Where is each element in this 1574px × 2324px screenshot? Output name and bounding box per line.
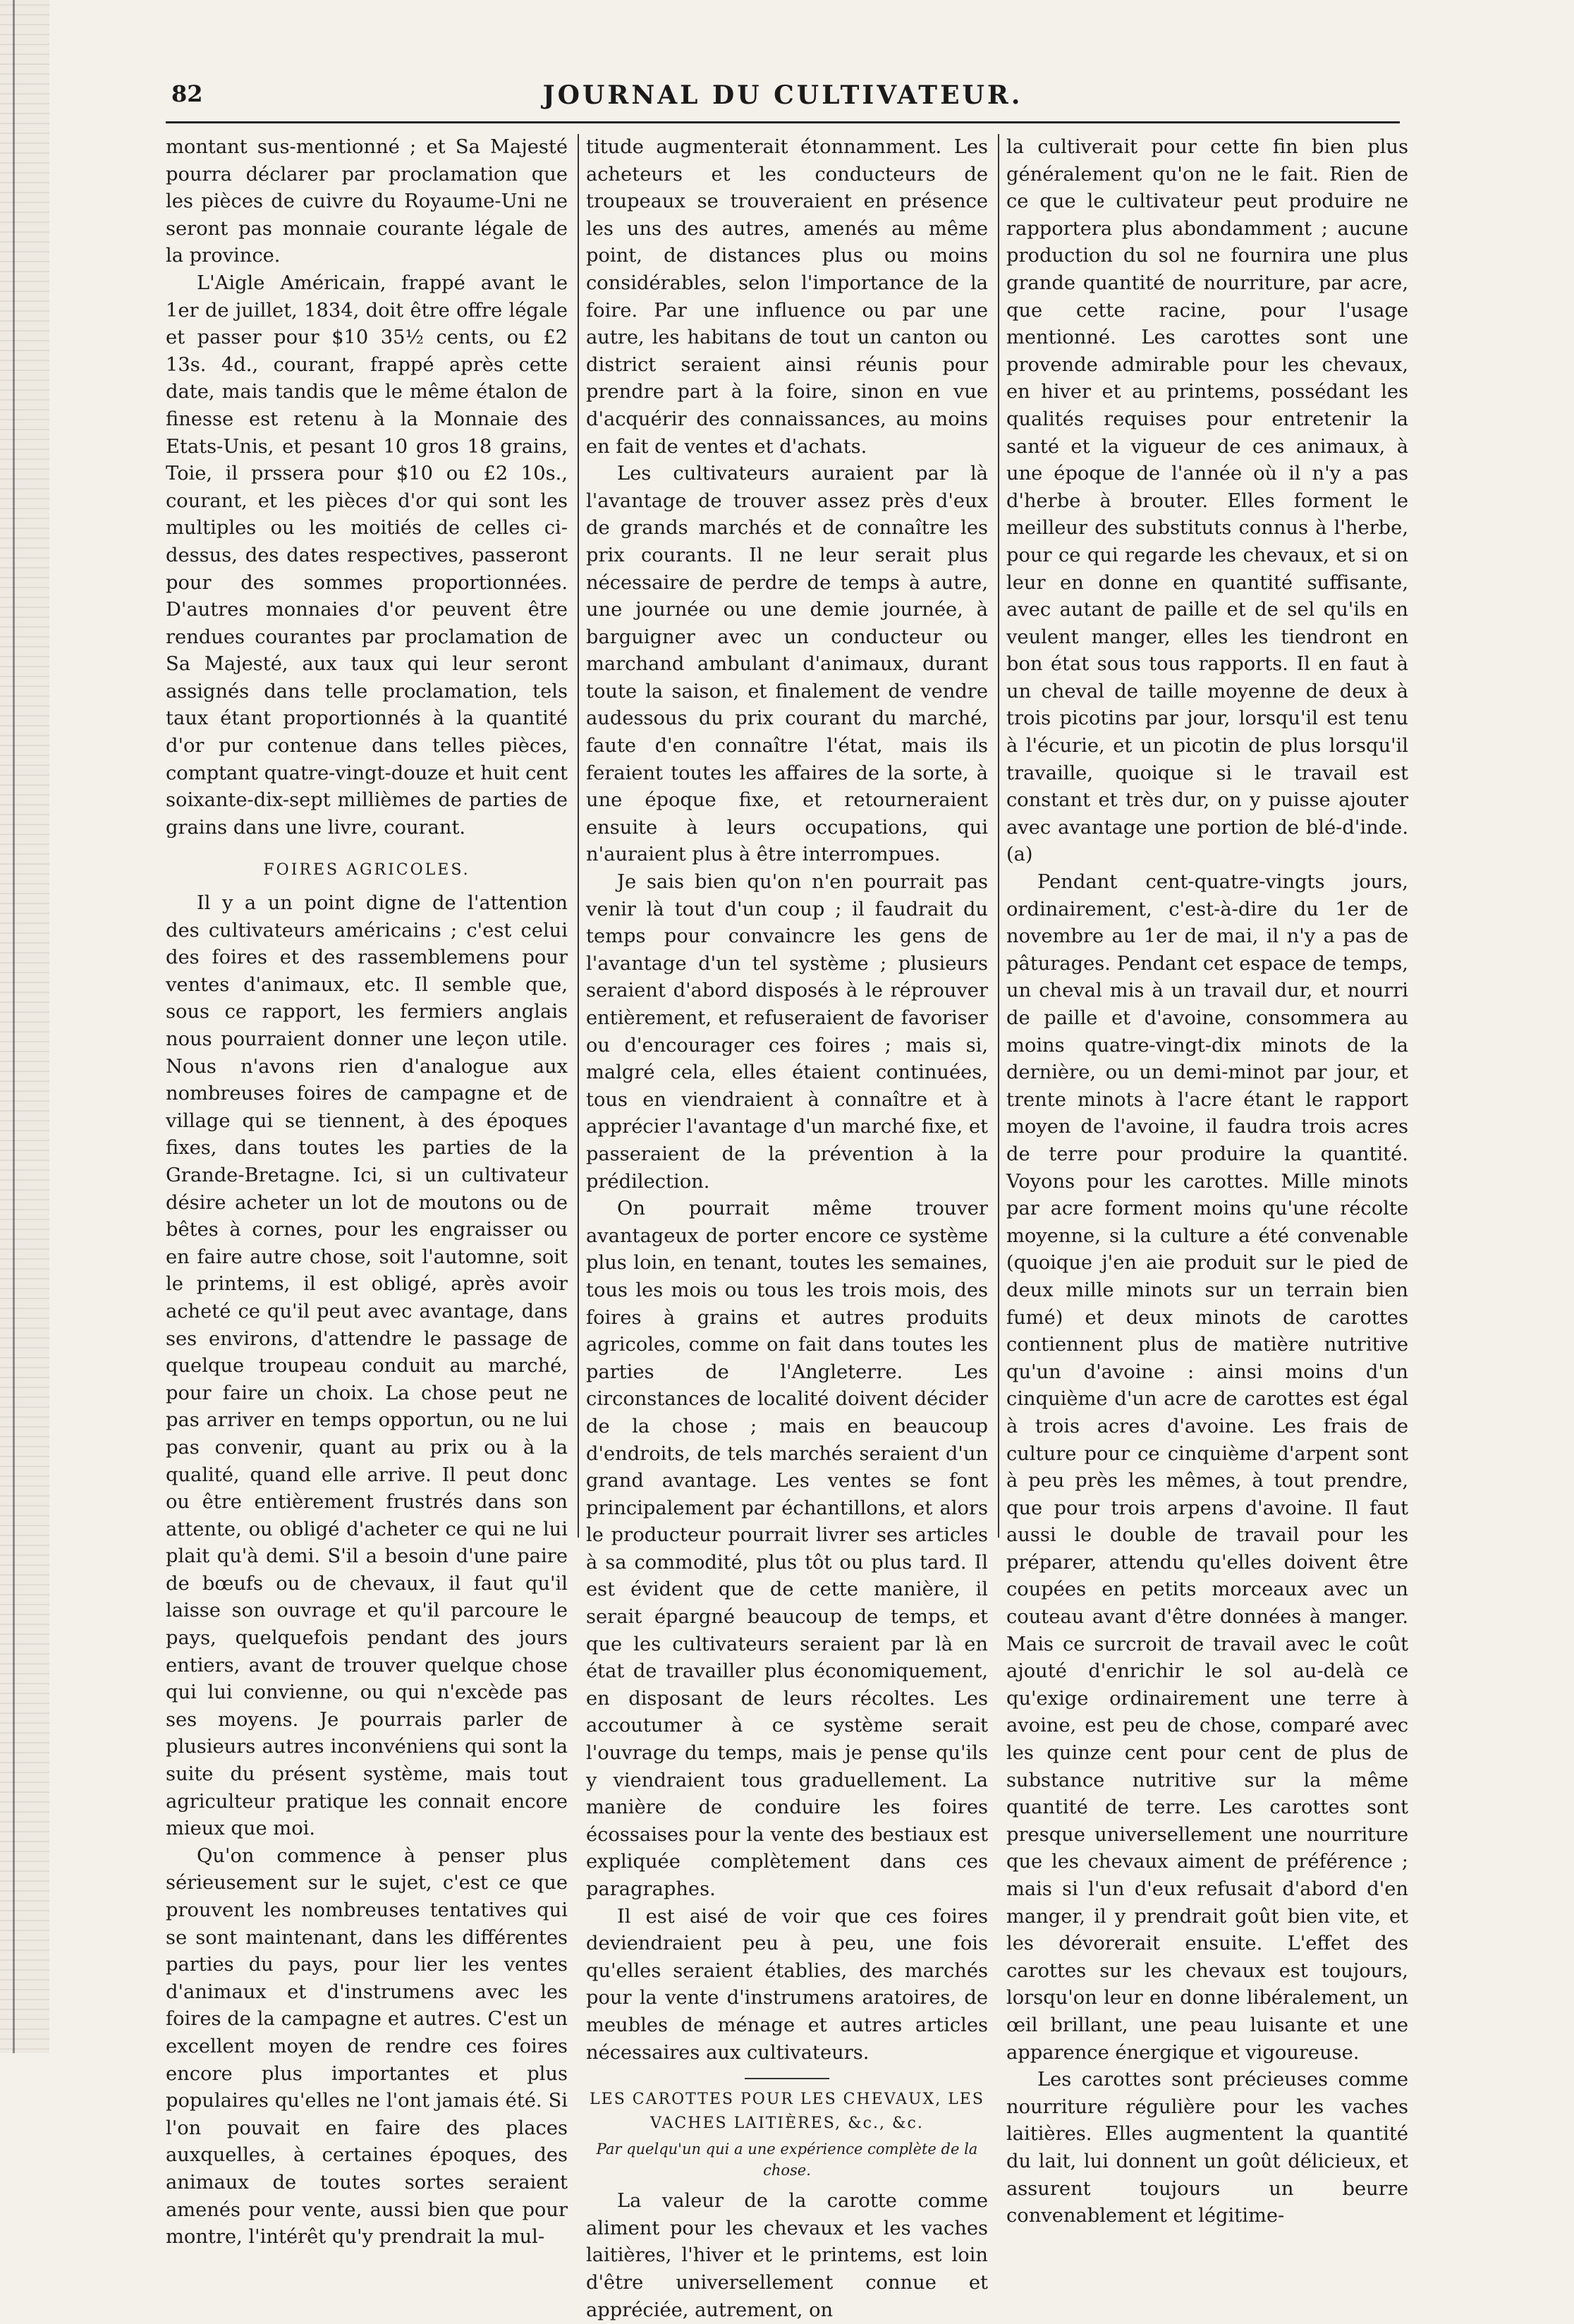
paragraph: Les cultivateurs auraient par là l'avantage de trouver assez près d'eux de grands marchés et de connaître les prix courants. Il ne leur serait plus nécessaire de perdre de temps à autre, une journée ou une demie journée, à barguigner avec un conducteur ou marchand ambulant d'animaux, durant toute la saison, et finalement de vendre audessous du prix courant du marché, faute d'en connaître l'état, mais ils feraient toutes les affaires de la sorte, à une époque fixe, et retourneraient ensuite à leurs occupations, qui n'auraient plus à être interrompues. (586, 463, 988, 866)
section-separator (745, 2078, 829, 2079)
article-byline: Par quelqu'un qui a une expérience complète de la chose. (596, 2141, 978, 2179)
paragraph: Qu'on commence à penser plus sérieusement sur le sujet, c'est ce que prouvent les nombreuses tentatives qui se sont maintenant, dans les différentes parties du pays, pour lier les ventes d'animaux et d'instrumens avec les foires de la campagne et autres. C'est un excellent moyen de rendre ces foires encore plus importantes et plus populaires qu'elles ne l'ont jamais été. Si l'on pouvait en faire des places auxquelles, à certaines époques, des animaux de toutes sortes seraient amenés pour vente, aussi bien que pour montre, l'intérêt qu'y prendrait la mul- (166, 1844, 568, 2249)
page-header (166, 78, 1400, 117)
paragraph: titude augmenterait étonnamment. Les acheteurs et les conducteurs de troupeaux se trouveraient en présence les uns des autres, amenés au même point, de distances plus ou moins considérables, selon l'importance de la foire. Par une influence ou par une autre, les habitans de tout un canton ou district seraient ainsi réunis pour prendre part à la foire, sinon en vue d'acquérir des connaissances, au moins en fait de ventes et d'achats. (586, 136, 988, 458)
text-columns (166, 134, 1408, 2321)
journal-page (166, 78, 1408, 2321)
page-number: 82 (171, 80, 203, 107)
paragraph: L'Aigle Américain, frappé avant le 1er de juillet, 1834, doit être offre légale et passer pour $10 35½ cents, ou £2 13s. 4d., courant, frappé après cette date, mais tandis que le même étalon de finesse est retenu à la Monnaie des Etats-Unis, et pesant 10 gros 18 grains, Toie, il prssera pour $10 ou £2 10s., courant, et les pièces d'or qui sont les multiples ou les moitiés de celles ci-dessus, des dates respectives, passeront pour des sommes proportionnées. D'autres monnaies d'or peuvent être rendues courantes par proclamation de Sa Majesté, aux taux qui leur seront assignés dans telle proclamation, tels taux étant proportionnés à la quantité d'or pur contenue dans telles pièces, comptant quatre-vingt-douze et huit cent soixante-dix-sept millièmes de parties de grains dans une livre, courant. (166, 272, 568, 839)
paragraph: la cultiverait pour cette fin bien plus généralement qu'on ne le fait. Rien de ce que le cultivateur peut produire ne rapportera plus abondamment ; aucune production du sol ne fournira une plus grande quantité de nourriture, par acre, que cette racine, pour l'usage mentionné. Les carottes sont une provende admirable pour les chevaux, en hiver et au printems, possédant les qualités requises pour entretenir la santé et la vigueur de ces animaux, à une époque de l'année où il n'y a pas d'herbe à brouter. Elles forment le meilleur des substituts connus à l'herbe, pour ce qui regarde les chevaux, et si on leur en donne en quantité suffisante, avec autant de paille et de sel qu'ils en veulent manger, elles les tiendront en bon état sous tous rapports. Il en faut à un cheval de taille moyenne de deux à trois picotins par jour, lorsqu'il est tenu à l'écurie, et un picotin de plus lorsqu'il travaille, quoique si le travail est constant et très dur, on y puisse ajouter avec avantage une portion de blé-d'inde.(a) (1006, 136, 1408, 866)
column-2 (586, 134, 988, 2321)
paragraph: montant sus-mentionné ; et Sa Majesté pourra déclarer par proclamation que les pièces de cuivre du Royaume-Uni ne seront pas monnaie courante légale de la province. (166, 136, 568, 267)
paragraph: La valeur de la carotte comme aliment pour les chevaux et les vaches laitières, l'hiver et le printems, est loin d'être universellement connue et appréciée, autrement, on (586, 2190, 988, 2321)
paragraph: Les carottes sont précieuses comme nourriture régulière pour les vaches laitières. Elles augmentent la quantité du lait, lui donnent un goût délicieux, et assurent toujours un beurre convenablement et légitime- (1006, 2069, 1408, 2227)
scan-binding-line (13, 0, 15, 2053)
article-title-carottes: LES CAROTTES POUR LES CHEVAUX, LES VACHES LAITIÈRES, &c., &c. (590, 2091, 984, 2133)
column-divider-1 (578, 134, 579, 1538)
section-title-foires: FOIRES AGRICOLES. (263, 861, 470, 880)
header-rule (166, 121, 1400, 123)
paragraph: Pendant cent-quatre-vingts jours, ordinairement, c'est-à-dire du 1er de novembre au 1er de mai, il n'y a pas de pâturages. Pendant cet espace de temps, un cheval mis à un travail dur, et nourri de paille et d'avoine, consommera au moins quatre-vingt-dix minots de la dernière, ou un demi-minot par jour, et trente minots à l'acre étant le rapport moyen de l'avoine, il faudra trois acres de terre pour produire la quantité. Voyons pour les carottes. Mille minots par acre forment moins qu'une récolte moyenne, si la culture a été convenable (quoique j'en aie produit sur le pied de deux mille minots sur un terrain bien fumé) et deux minots de carottes contiennent plus de matière nutritive qu'un d'avoine : ainsi moins d'un cinquième d'un acre de carottes est égal à trois acres d'avoine. Les frais de culture pour ce cinquième d'arpent sont à peu près les mêmes, à tout prendre, que pour trois arpens d'avoine. Il faut aussi le double de travail pour les préparer, attendu qu'elles doivent être coupées en petits morceaux avec un couteau avant d'être données à manger. Mais ce surcroit de travail avec le coût ajouté d'enrichir le sol au-delà ce qu'exige ordinairement une terre à avoine, est peu de chose, comparé avec les quinze cent pour cent de plus de substance nutritive sur la même quantité de terre. Les carottes sont presque universellement une nourriture que les chevaux aiment de préférence ; mais si l'un d'eux refusait d'abord d'en manger, il y prendrait goût bien vite, et les dévorerait ensuite. L'effet des carottes sur les chevaux est toujours, lorsqu'on leur en donne libéralement, un œil brillant, une peau luisante et une apparence énergique et vigoureuse. (1006, 871, 1408, 2064)
running-head: JOURNAL DU CULTIVATEUR. (542, 80, 1023, 110)
column-3 (1006, 134, 1408, 2227)
column-divider-2 (998, 134, 999, 1538)
paragraph: Il y a un point digne de l'attention des cultivateurs américains ; c'est celui des foires et des rassemblemens pour ventes d'animaux, etc. Il semble que, sous ce rapport, les fermiers anglais nous pourraient donner une leçon utile. Nous n'avons rien d'analogue aux nombreuses foires de campagne et de village qui se tiennent, à des époques fixes, dans toutes les parties de la Grande-Bretagne. Ici, si un cultivateur désire acheter un lot de moutons ou de bêtes à cornes, pour les engraisser ou en faire autre chose, soit l'automne, soit le printems, il est obligé, après avoir acheté ce qu'il peut avec avantage, dans ses environs, d'attendre le passage de quelque troupeau conduit au marché, pour faire un choix. La chose peut ne pas arriver en temps opportun, ou ne lui pas convenir, quant au prix ou à la qualité, quand elle arrive. Il peut donc ou être entièrement frustrés dans son attente, ou obligé d'acheter ce qui ne lui plait qu'à demi. S'il a besoin d'une paire de bœufs ou de chevaux, il faut qu'il laisse son ouvrage et qu'il parcoure le pays, quelquefois pendant des jours entiers, avant de trouver quelque chose qui lui convienne, ou qui n'excède pas ses moyens. Je pourrais parler de plusieurs autres inconvéniens qui sont la suite du présent système, mais tout agriculteur pratique les connait encore mieux que moi. (166, 892, 568, 1840)
paragraph: Je sais bien qu'on n'en pourrait pas venir là tout d'un coup ; il faudrait du temps pour convaincre les gens de l'avantage d'un tel système ; plusieurs seraient d'abord disposés à le réprouver entièrement, et refuseraient de favoriser ou d'encourager ces foires ; mais si, malgré cela, elles étaient continuées, tous en viendraient à connaître et à apprécier l'avantage d'un marché fixe, et passeraient de la prévention à la prédilection. (586, 871, 988, 1193)
scan-edge-shadow (0, 0, 49, 2053)
paragraph: On pourrait même trouver avantageux de porter encore ce système plus loin, en tenant, toutes les semaines, tous les mois ou tous les trois mois, des foires à grains et autres produits agricoles, comme on fait dans toutes les parties de l'Angleterre. Les circonstances de localité doivent décider de la chose ; mais en beaucoup d'endroits, de tels marchés seraient d'un grand avantage. Les ventes se font principalement par échantillons, et alors le producteur pourrait livrer ses articles à sa commodité, plus tôt ou plus tard. Il est évident que de cette manière, il serait épargné beaucoup de temps, et que les cultivateurs seraient par là en état de travailler plus économiquement, en disposant de leurs récoltes. Les accoutumer à ce système serait l'ouvrage du temps, mais je pense qu'ils y viendraient tous graduellement. La manière de conduire les foires écossaises pour la vente des bestiaux est expliquée complètement dans ces paragraphes. (586, 1198, 988, 1900)
paragraph: Il est aisé de voir que ces foires deviendraient peu à peu, une fois qu'elles seraient établies, des marchés pour la vente d'instrumens aratoires, de meubles de ménage et autres articles nécessaires aux cultivateurs. (586, 1905, 988, 2064)
column-1 (166, 134, 568, 2249)
